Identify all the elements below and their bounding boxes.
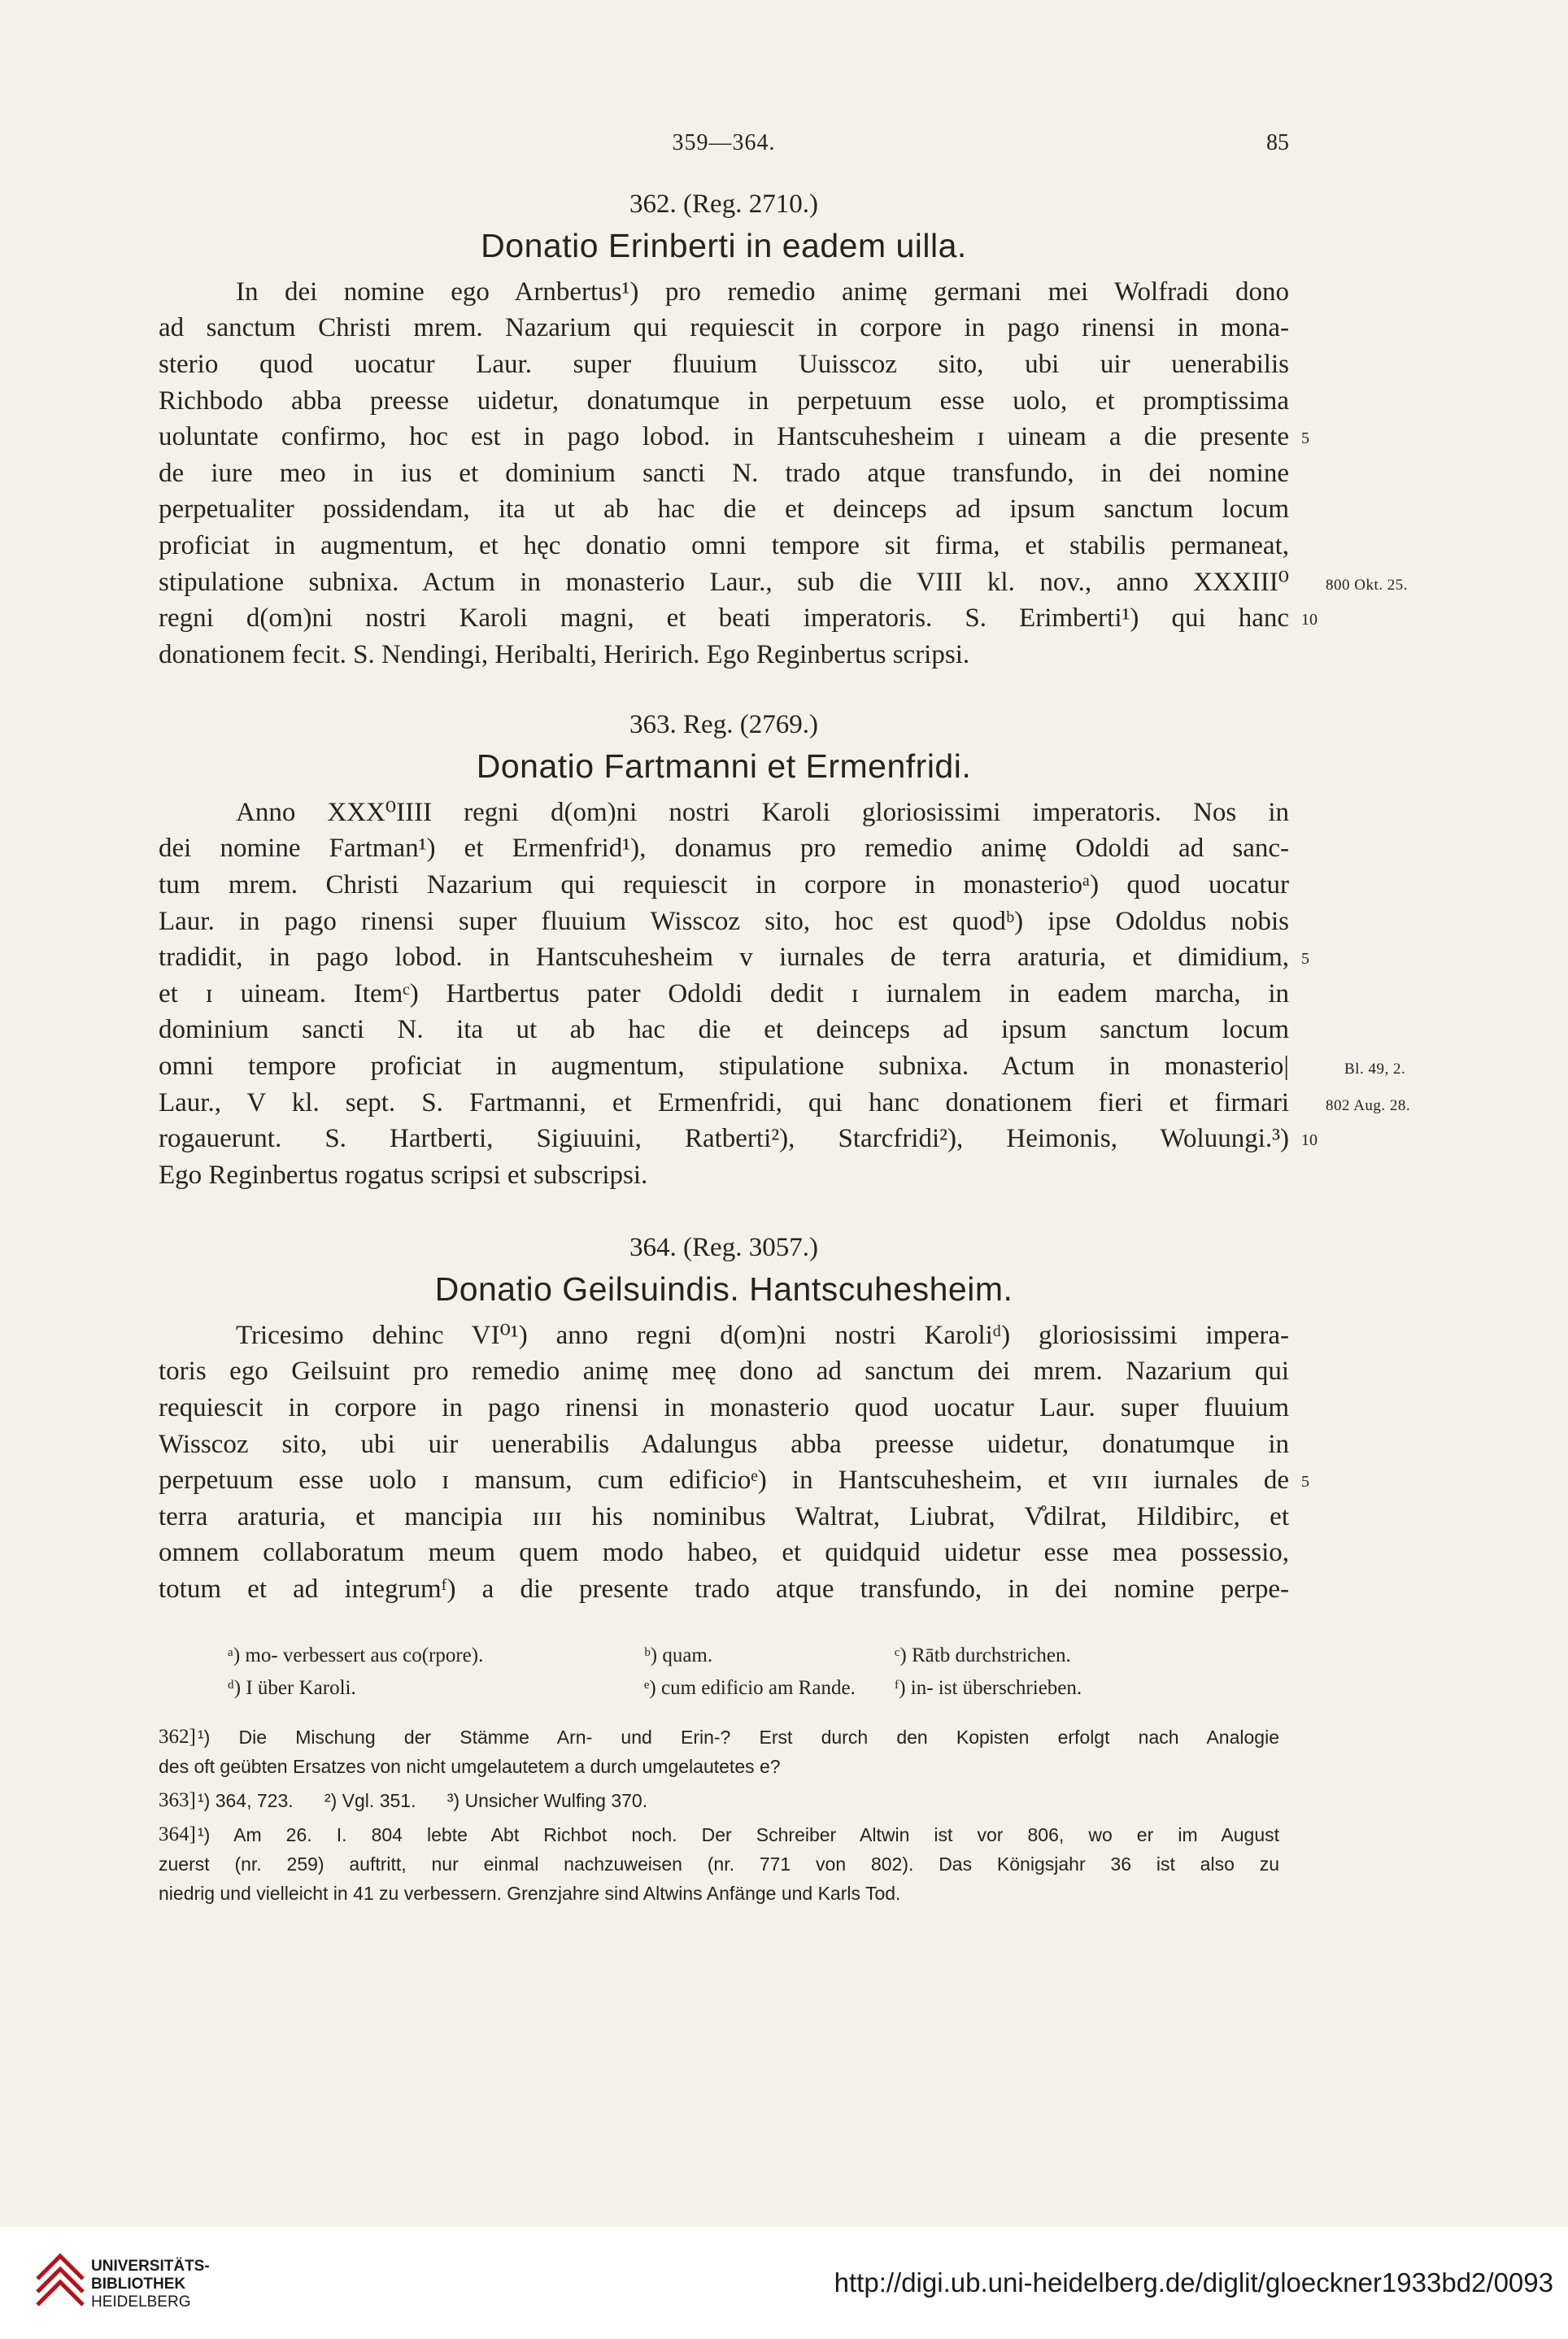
margin-folio-ref: Bl. 49, 2. <box>1344 1060 1406 1078</box>
text-line: tum mrem. Christi Nazarium qui requiescit in corpore in monasterioᵃ) quod uocatur <box>159 869 1289 899</box>
text-line: perpetuum esse uolo ɪ mansum, cum edificioᵉ) in Hantscuhesheim, et ᴠɪɪɪ iurnales de 5 <box>159 1462 1289 1499</box>
page-number: 85 <box>1266 130 1289 155</box>
text-line: Laur., V kl. sept. S. Fartmanni, et Ermenfridi, qui hanc donationem fieri et firmari 802 Aug. 28. <box>159 1085 1289 1122</box>
charter-title: Donatio Fartmanni et Ermenfridi. <box>476 747 972 785</box>
line-number: 10 <box>1301 1131 1318 1150</box>
text-line: donationem fecit. S. Nendingi, Heribalti, Heririch. Ego Reginbertus scripsi. <box>159 639 970 669</box>
note-row <box>159 1786 1279 1815</box>
line-number: 5 <box>1301 1473 1309 1492</box>
text-line: terra araturia, et mancipia ɪɪɪɪ his nominibus Waltrat, Liubrat, V̊dilrat, Hildibirc, et <box>159 1501 1289 1531</box>
library-name: UNIVERSITÄTS- BIBLIOTHEK HEIDELBERG <box>91 2258 210 2311</box>
text-line: toris ego Geilsuint pro remedio animę meę dono ad sanctum dei mrem. Nazarium qui <box>159 1357 1289 1387</box>
note-row <box>159 1879 1279 1908</box>
note-label: 363] <box>159 1789 196 1811</box>
text-line: stipulatione subnixa. Actum in monasterio Laur., sub die VIII kl. nov., anno XXXIII⁰ 800 Okt. 25. <box>159 564 1289 601</box>
line-number: 5 <box>1301 950 1309 969</box>
note-label: 362] <box>159 1726 196 1748</box>
variant-note: ᵈ) I über Karoli. <box>228 1677 356 1699</box>
variant-notes <box>228 1640 1082 1705</box>
note-row <box>159 1820 1279 1849</box>
variant-note: ᶠ) in- ist überschrieben. <box>895 1677 1082 1699</box>
note-text: des oft geübten Ersatzes von nicht umgelautetem a durch umgelautetes e? <box>159 1756 781 1777</box>
note-row <box>159 1752 1279 1781</box>
text-line: omni tempore proficiat in augmentum, stipulatione subnixa. Actum in monasterio| Bl. 49, 2. <box>159 1048 1289 1085</box>
charter-number: 362. (Reg. 2710.) <box>629 189 818 219</box>
text-line: regni d(om)ni nostri Karoli magni, et beati imperatoris. S. Erimberti¹) qui hanc 10 <box>159 600 1289 637</box>
margin-date: 800 Okt. 25. <box>1326 576 1408 594</box>
text-line: Tricesimo dehinc VI⁰¹) anno regni d(om)ni nostri Karoliᵈ) gloriosissimi impera- <box>236 1320 1289 1350</box>
charter-number: 364. (Reg. 3057.) <box>629 1233 818 1262</box>
charter-362 <box>159 189 1408 673</box>
text-line: rogauerunt. S. Hartberti, Sigiuuini, Ratberti²), Starcfridi²), Heimonis, Woluungi.³) 10 <box>159 1121 1289 1157</box>
library-logo-icon <box>33 2246 89 2316</box>
note-row <box>159 1849 1279 1879</box>
running-head-range: 359—364. <box>672 130 776 155</box>
text-line: dei nomine Fartman¹) et Ermenfrid¹), donamus pro remedio animę Odoldi ad sanc- <box>159 834 1289 864</box>
text-line: et ɪ uineam. Itemᶜ) Hartbertus pater Odoldi dedit ɪ iurnalem in eadem marcha, in <box>159 978 1289 1008</box>
text-line: dominium sancti N. ita ut ab hac die et deinceps ad ipsum sanctum locum <box>159 1015 1289 1045</box>
text-line: Wisscoz sito, ubi uir uenerabilis Adalungus abba preesse uidetur, donatumque in <box>159 1429 1289 1459</box>
charter-364 <box>159 1232 1309 1608</box>
note-text: niedrig und vielleicht in 41 zu verbessern. Grenzjahre sind Altwins Anfänge und Karls Tod. <box>159 1883 901 1904</box>
variant-note: ᶜ) Rātb durchstrichen. <box>895 1644 1071 1666</box>
text-line: requiescit in corpore in pago rinensi in monasterio quod uocatur Laur. super fluuium <box>159 1392 1289 1422</box>
text-line: Ego Reginbertus rogatus scripsi et subscripsi. <box>159 1160 648 1190</box>
line-number: 5 <box>1301 429 1309 448</box>
text-line: Richbodo abba preesse uidetur, donatumque in perpetuum esse uolo, et promptissima <box>159 385 1289 416</box>
permalink-url[interactable]: http://digi.ub.uni-heidelberg.de/diglit/gloeckner1933bd2/0093 <box>834 2267 1553 2298</box>
variant-notes-row <box>228 1672 1082 1705</box>
variant-note: ᵃ) mo- verbessert aus co(rpore). <box>228 1644 484 1666</box>
text-line: proficiat in augmentum, et hęc donatio omni tempore sit firma, et stabilis permaneat, <box>159 530 1289 560</box>
variant-note: ᵇ) quam. <box>644 1644 713 1666</box>
text-line: de iure meo in ius et dominium sancti N. trado atque transfundo, in dei nomine <box>159 458 1289 488</box>
text-line: Anno XXX⁰IIII regni d(om)ni nostri Karoli gloriosissimi imperatoris. Nos in <box>236 797 1289 827</box>
historical-notes <box>159 1723 1279 1908</box>
variant-notes-row <box>228 1640 1082 1672</box>
charter-number: 363. Reg. (2769.) <box>629 710 818 739</box>
text-line: In dei nomine ego Arnbertus¹) pro remedio animę germani mei Wolfradi dono <box>236 277 1289 307</box>
text-line: sterio quod uocatur Laur. super fluuium Uuisscoz sito, ubi uir uenerabilis <box>159 349 1289 379</box>
note-text: ¹) 364, 723. ²) Vgl. 351. ³) Unsicher Wulfing 370. <box>198 1790 648 1811</box>
note-label: 364] <box>159 1823 196 1845</box>
margin-date: 802 Aug. 28. <box>1326 1096 1411 1114</box>
note-text: zuerst (nr. 259) auftritt, nur einmal nachzuweisen (nr. 771 von 802). Das Königsjahr 36 ist also zu <box>159 1853 1279 1875</box>
text-line: uoluntate confirmo, hoc est in pago lobod. in Hantscuhesheim ɪ uineam a die presente 5 <box>159 419 1289 455</box>
library-footer-bar <box>0 2227 1568 2339</box>
note-text: ¹) Die Mischung der Stämme Arn- und Erin-? Erst durch den Kopisten erfolgt nach Analogie <box>198 1727 1279 1748</box>
note-text: ¹) Am 26. I. 804 lebte Abt Richbot noch. Der Schreiber Altwin ist vor 806, wo er im August <box>198 1824 1279 1845</box>
line-number: 10 <box>1301 611 1318 629</box>
text-line: tradidit, in pago lobod. in Hantscuhesheim v iurnales de terra araturia, et dimidium, 5 <box>159 939 1289 976</box>
text-line: totum et ad integrumᶠ) a die presente trado atque transfundo, in dei nomine perpe- <box>159 1574 1289 1604</box>
variant-note: ᵉ) cum edificio am Rande. <box>644 1677 856 1699</box>
charter-title: Donatio Erinberti in eadem uilla. <box>481 226 967 264</box>
note-row <box>159 1723 1279 1752</box>
text-line: perpetualiter possidendam, ita ut ab hac die et deinceps ad ipsum sanctum locum <box>159 494 1289 525</box>
charter-title: Donatio Geilsuindis. Hantscuhesheim. <box>434 1270 1013 1308</box>
text-line: ad sanctum Christi mrem. Nazarium qui requiescit in corpore in pago rinensi in mona- <box>159 313 1289 343</box>
text-line: Laur. in pago rinensi super fluuium Wisscoz sito, hoc est quodᵇ) ipse Odoldus nobis <box>159 906 1289 936</box>
text-line: omnem collaboratum meum quem modo habeo, et quidquid uidetur esse mea possessio, <box>159 1538 1289 1568</box>
charter-363 <box>159 709 1411 1193</box>
